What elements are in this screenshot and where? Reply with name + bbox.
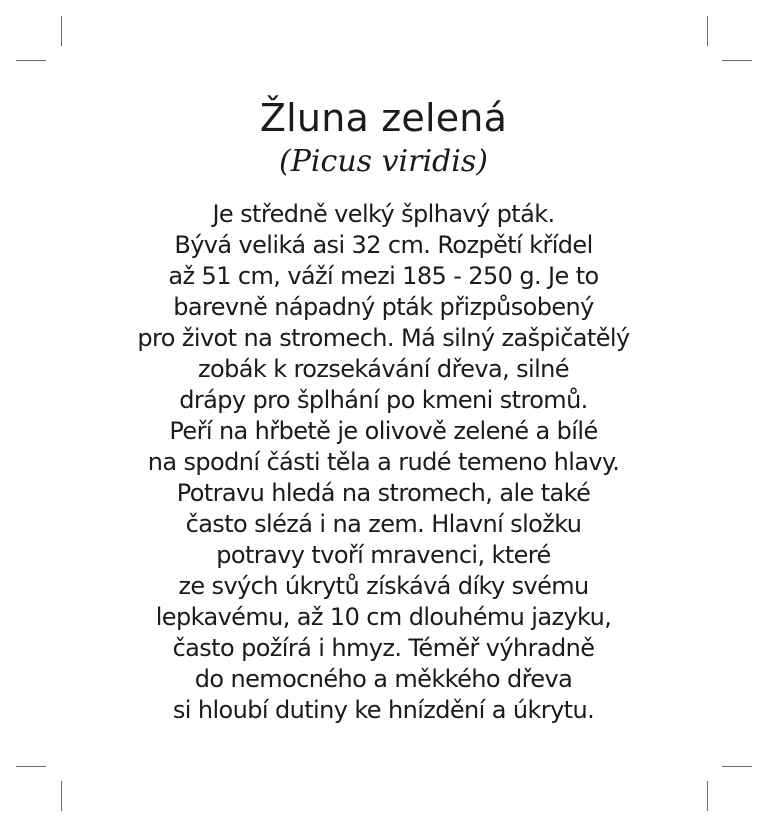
text-line: ze svých úkrytů získává díky svému — [178, 572, 589, 600]
text-line: Bývá veliká asi 32 cm. Rozpětí křídel — [174, 231, 593, 259]
text-line: lepkavému, až 10 cm dlouhému jazyku, — [155, 603, 612, 631]
text-line: často požírá i hmyz. Téměř výhradně — [172, 634, 595, 662]
text-line: si hloubí dutiny ke hnízdění a úkrytu. — [172, 696, 595, 724]
text-line: drápy pro šplhání po kmeni stromů. — [179, 386, 588, 414]
text-line: Peří na hřbetě je olivově zelené a bílé — [169, 417, 598, 445]
crop-mark-bottom-left-vertical — [61, 781, 62, 811]
crop-mark-top-left-vertical — [61, 16, 62, 46]
text-line: barevně nápadný pták přizpůsobený — [173, 293, 594, 321]
text-line: na spodní části těla a rudé temeno hlavy. — [147, 448, 620, 476]
crop-mark-bottom-left-horizontal — [16, 766, 46, 767]
crop-mark-bottom-right-vertical — [707, 781, 708, 811]
text-line: až 51 cm, váží mezi 185 - 250 g. Je to — [168, 262, 599, 290]
text-line: zobák k rozsekávání dřeva, silné — [198, 355, 569, 383]
crop-mark-top-right-horizontal — [722, 60, 752, 61]
text-line: často slézá i na zem. Hlavní složku — [185, 510, 582, 538]
page-title: Žluna zelená — [259, 96, 508, 140]
description-text — [0, 199, 767, 726]
text-line: Potravu hledá na stromech, ale také — [176, 479, 591, 507]
crop-mark-top-left-horizontal — [16, 60, 46, 61]
text-line: do nemocného a měkkého dřeva — [194, 665, 573, 693]
scientific-name: (Picus viridis) — [279, 144, 488, 179]
text-line: Je středně velký šplhavý pták. — [212, 200, 555, 228]
text-line: pro život na stromech. Má silný zašpičatělý — [137, 324, 630, 352]
crop-mark-bottom-right-horizontal — [722, 766, 752, 767]
text-line: potravy tvoří mravenci, které — [216, 541, 551, 569]
crop-mark-top-right-vertical — [707, 16, 708, 46]
